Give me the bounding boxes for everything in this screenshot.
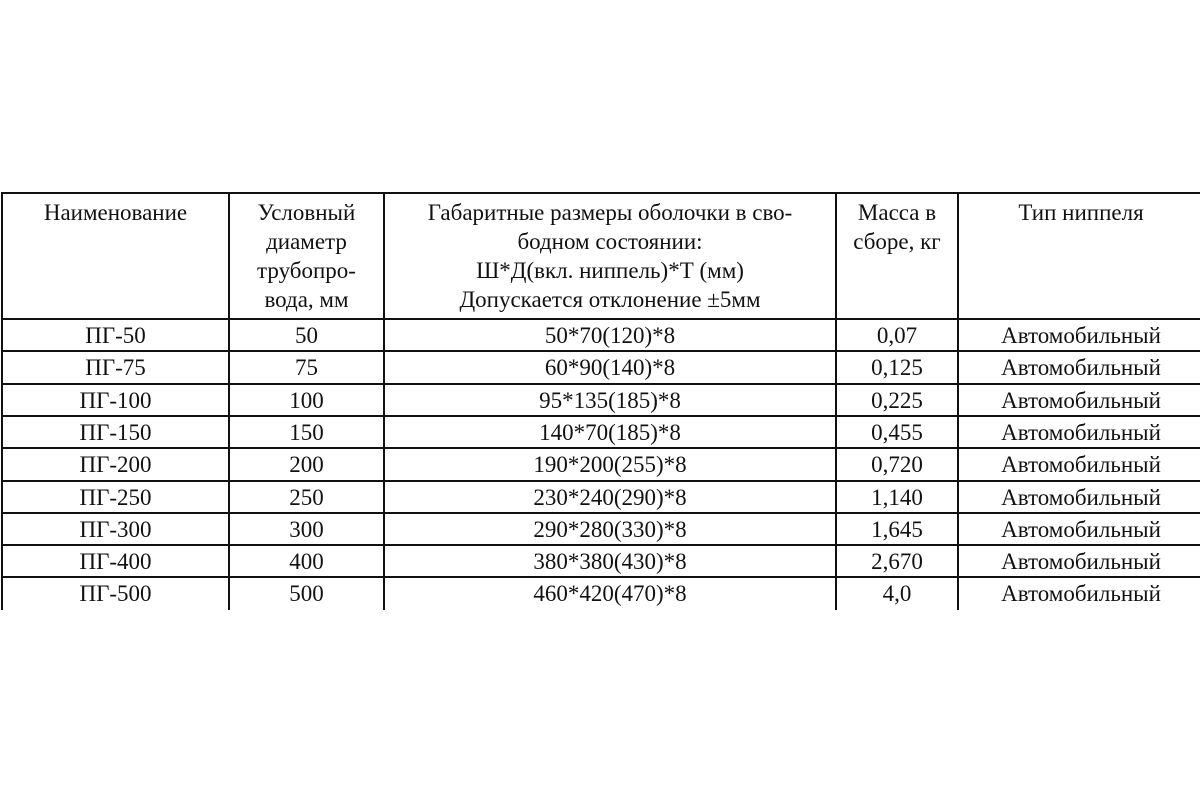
header-line: сборе, кг <box>853 229 941 254</box>
cell-name: ПГ-300 <box>79 516 152 542</box>
cell-diameter: 150 <box>289 419 324 445</box>
cell-diameter: 75 <box>295 355 318 381</box>
cell-dimensions: 95*135(185)*8 <box>539 387 681 413</box>
cell-nipple: Автомобильный <box>1001 323 1161 348</box>
cell-dimensions: 190*200(255)*8 <box>533 452 687 478</box>
header-dimensions <box>385 198 835 314</box>
cell-dimensions: 460*420(470)*8 <box>533 581 687 607</box>
cell-nipple: Автомобильный <box>1001 452 1161 478</box>
cell-name: ПГ-100 <box>79 387 152 413</box>
row-divider <box>3 512 1200 514</box>
header-line: Условный <box>257 200 356 225</box>
header-line: Ш*Д(вкл. ниппель)*Т (мм) <box>476 258 744 283</box>
header-line: Масса в <box>857 200 937 225</box>
cell-nipple: Автомобильный <box>1001 549 1161 575</box>
row-divider <box>3 544 1200 546</box>
cell-mass: 4,0 <box>882 581 912 607</box>
header-line: диаметр <box>266 229 347 254</box>
header-name: Наименование <box>43 200 188 225</box>
cell-name: ПГ-400 <box>79 549 152 575</box>
cell-diameter: 200 <box>289 452 324 478</box>
cell-nipple: Автомобильный <box>1001 355 1161 381</box>
header-line: трубопро- <box>257 258 356 283</box>
row-divider <box>3 447 1200 449</box>
cell-name: ПГ-250 <box>79 484 152 510</box>
cell-nipple: Автомобильный <box>1001 516 1161 542</box>
cell-nipple: Автомобильный <box>1001 484 1161 510</box>
cell-mass: 0,07 <box>876 323 918 348</box>
header-line: Габаритные размеры оболочки в сво- <box>427 200 793 225</box>
row-divider <box>3 415 1200 417</box>
cell-mass: 0,125 <box>871 355 923 381</box>
cell-name: ПГ-200 <box>79 452 152 478</box>
cell-diameter: 400 <box>289 549 324 575</box>
cell-mass: 0,225 <box>871 387 923 413</box>
cell-nipple: Автомобильный <box>1001 387 1161 413</box>
cell-dimensions: 380*380(430)*8 <box>533 549 687 575</box>
cell-mass: 1,645 <box>871 516 923 542</box>
row-divider <box>3 480 1200 482</box>
cell-dimensions: 50*70(120)*8 <box>544 323 676 348</box>
header-line: Допускается отклонение ±5мм <box>459 287 761 312</box>
cell-name: ПГ-500 <box>79 581 152 607</box>
specs-table <box>1 192 1200 610</box>
cell-dimensions: 140*70(185)*8 <box>539 419 681 445</box>
cell-dimensions: 230*240(290)*8 <box>533 484 687 510</box>
row-divider <box>3 350 1200 352</box>
cell-diameter: 300 <box>289 516 324 542</box>
header-nipple: Тип ниппеля <box>1018 200 1144 225</box>
cell-dimensions: 290*280(330)*8 <box>533 516 687 542</box>
cell-name: ПГ-50 <box>85 323 146 348</box>
cell-dimensions: 60*90(140)*8 <box>544 355 676 381</box>
cell-diameter: 100 <box>289 387 324 413</box>
cell-diameter: 250 <box>289 484 324 510</box>
cell-nipple: Автомобильный <box>1001 581 1161 607</box>
cell-mass: 2,670 <box>871 549 923 575</box>
row-divider <box>3 318 1200 320</box>
header-line: бодном состоянии: <box>517 229 703 254</box>
row-divider <box>3 383 1200 385</box>
cell-nipple: Автомобильный <box>1001 419 1161 445</box>
header-line: вода, мм <box>264 287 349 312</box>
cell-mass: 0,720 <box>871 452 923 478</box>
cell-diameter: 500 <box>289 581 324 607</box>
row-divider <box>3 576 1200 578</box>
cell-mass: 1,140 <box>871 484 923 510</box>
header-diameter <box>230 198 383 314</box>
cell-name: ПГ-75 <box>85 355 146 381</box>
cell-mass: 0,455 <box>871 419 923 445</box>
cell-diameter: 50 <box>295 323 318 348</box>
header-mass <box>837 198 957 256</box>
cell-name: ПГ-150 <box>79 419 152 445</box>
